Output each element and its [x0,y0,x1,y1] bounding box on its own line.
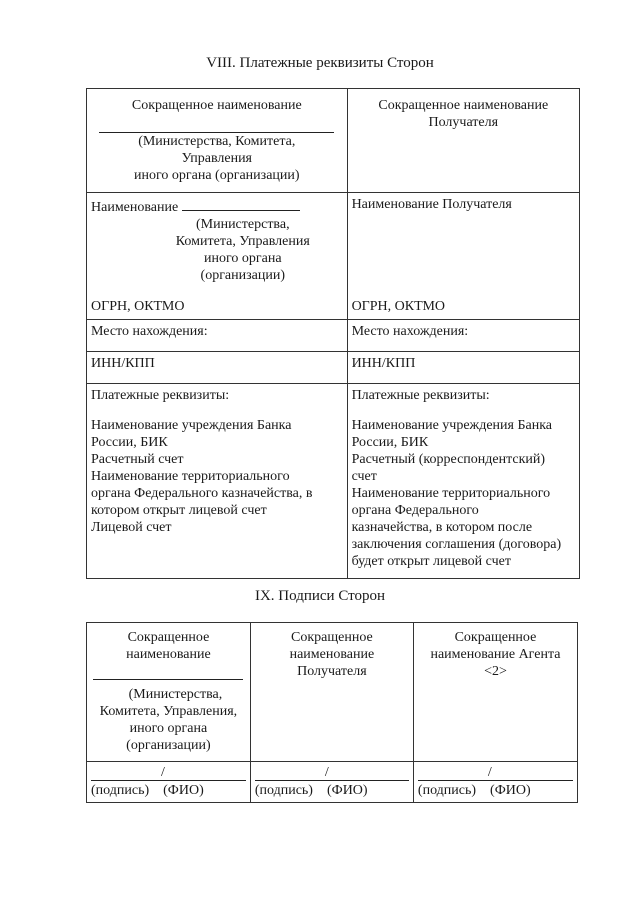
payment-left-line: Лицевой счет [91,520,172,535]
signature-party-recipient [250,623,413,762]
name-cell-right [347,193,579,320]
payment-right-line: России, БИК [351,435,429,450]
fio-label: (ФИО) [326,783,368,798]
col1-line5: иного органа [129,721,208,736]
ogrn-right: ОГРН, ОКТМО [351,299,446,314]
payment-left-line: Наименование учреждения Банка [91,418,292,433]
table-row [87,89,580,193]
location-left: Место нахождения: [87,320,348,352]
payment-right-line: казначейства, в котором после [351,520,533,535]
name-cell-left [87,193,348,320]
blank-line [182,196,300,211]
table-row [87,352,580,384]
table-row [87,623,578,762]
payment-right-line: Наименование территориального [351,486,551,501]
payment-left-line: России, БИК [91,435,168,450]
section9-title: IX. Подписи Сторон [254,588,386,604]
slash: / [161,765,165,780]
header-left-line1: Сокращенное наименование [131,98,302,113]
payment-right-title: Платежные реквизиты: [351,388,490,403]
payment-left-line: Наименование территориального [91,469,290,484]
header-left-line2: (Министерства, Комитета, [138,134,296,149]
payment-left-line: котором открыт лицевой счет [91,503,267,518]
inn-right: ИНН/КПП [347,352,579,384]
payment-details-table [86,88,580,579]
col1-line2: наименование [126,647,211,662]
blank-line [93,671,243,680]
signature-party-agent [413,623,577,762]
signature-label: (подпись) [254,783,313,798]
signature-line [418,766,573,781]
blank-line [99,114,334,133]
payment-right-line: органа Федерального [351,503,479,518]
payment-right-line: Расчетный (корреспондентский) [351,452,546,467]
col1-line1: Сокращенное [127,630,210,645]
payment-right-line: Наименование учреждения Банка [351,418,553,433]
payment-right-line: заключения соглашения (договора) [351,537,562,552]
col1-line3: (Министерства, [128,687,223,702]
signature-line [91,766,246,781]
header-right-line1: Сокращенное наименование [378,98,549,113]
col3-line1: Сокращенное [454,630,537,645]
name-label: Наименование [91,200,179,215]
header-cell-right [347,89,579,193]
header-left-line4: иного органа (организации) [134,168,300,183]
slash: / [324,765,329,780]
table-row [87,384,580,579]
section8-title: VIII. Платежные реквизиты Сторон [206,55,434,71]
fio-label: (ФИО) [490,783,531,798]
name-sub-line3: иного органа [204,251,282,266]
col1-line6: (организации) [126,738,211,753]
header-right-line2: Получателя [428,115,499,130]
payment-right-line: будет открыт лицевой счет [351,554,511,569]
slash: / [487,765,492,780]
header-cell-left [87,89,348,193]
payment-left-line: органа Федерального казначейства, в [91,486,313,501]
payment-cell-right [347,384,579,579]
col3-line3: <2> [484,664,507,679]
header-left-line3: Управления [181,151,252,166]
signature-party-ministry [87,623,251,762]
name-sub-line2: Комитета, Управления [175,234,310,249]
name-sub-line4: (организации) [200,268,286,283]
signature-line [255,766,409,781]
signature-field[interactable] [250,762,413,803]
payment-left-title: Платежные реквизиты: [91,388,230,403]
payment-cell-left [87,384,348,579]
col3-line2: наименование Агента [430,647,561,662]
table-row [87,762,578,803]
col1-line4: Комитета, Управления, [99,704,238,719]
ogrn-left: ОГРН, ОКТМО [91,299,185,314]
signature-field[interactable] [413,762,577,803]
name-right: Наименование Получателя [351,197,512,212]
inn-left: ИНН/КПП [87,352,348,384]
payment-left-line: Расчетный счет [91,452,184,467]
col2-line3: Получателя [297,664,367,679]
table-row [87,320,580,352]
location-right: Место нахождения: [347,320,579,352]
col2-line2: наименование [289,647,375,662]
signature-label: (подпись) [91,783,150,798]
col2-line1: Сокращенное [291,630,373,645]
table-row [87,193,580,320]
signatures-table [86,622,578,803]
fio-label: (ФИО) [163,783,204,798]
payment-right-line: счет [351,469,377,484]
signature-field[interactable] [87,762,251,803]
name-sub-line1: (Министерства, [195,217,290,232]
signature-label: (подпись) [417,783,477,798]
